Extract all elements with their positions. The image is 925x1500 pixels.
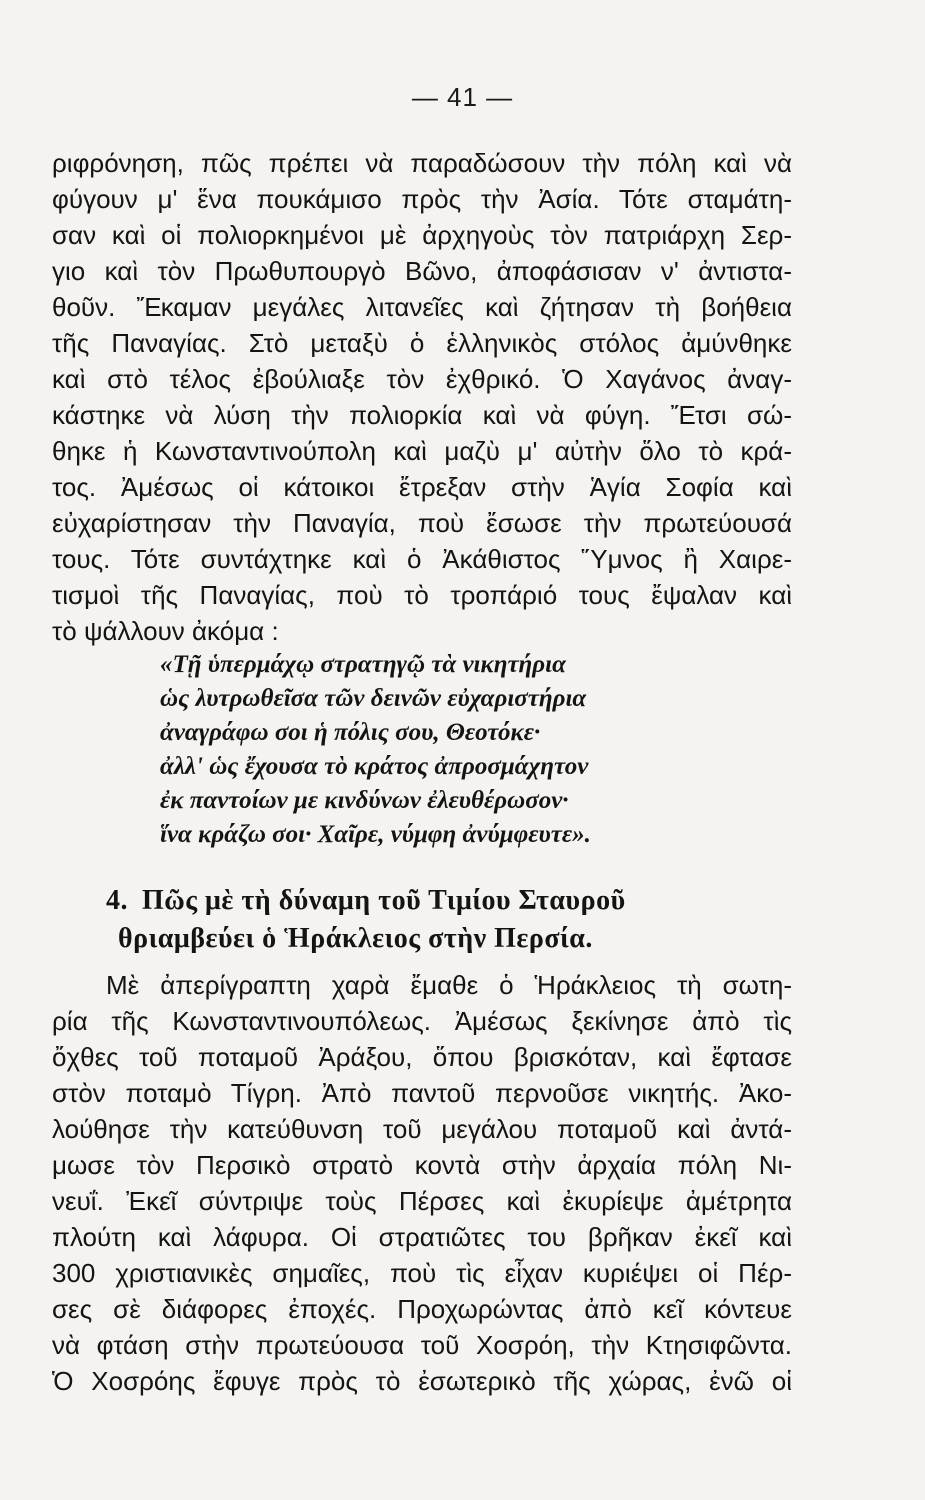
text-line: τισμοὶ τῆς Παναγίας, ποὺ τὸ τροπάριό τους ἔψαλαν καὶ — [52, 580, 792, 610]
text-line: τῆς Παναγίας. Στὸ μεταξὺ ὁ ἑλληνικὸς στόλος ἀμύνθηκε — [52, 328, 792, 358]
text-line: γιο καὶ τὸν Πρωθυπουργὸ Βῶνο, ἀποφάσισαν ν' ἀντιστα- — [52, 256, 792, 286]
text-line: σαν καὶ οἱ πολιορκημένοι μὲ ἀρχηγοὺς τὸν πατριάρχη Σερ- — [52, 220, 792, 250]
text-line: πλούτη καὶ λάφυρα. Οἱ στρατιῶτες του βρῆκαν ἐκεῖ καὶ — [52, 1222, 792, 1252]
text-line: θηκε ἡ Κωνσταντινούπολη καὶ μαζὺ μ' αὐτὴν ὅλο τὸ κρά- — [52, 436, 792, 466]
text-line: σες σὲ διάφορες ἐποχές. Προχωρώντας ἀπὸ κεῖ κόντευε — [52, 1294, 792, 1324]
text-line: ρία τῆς Κωνσταντινουπόλεως. Ἀμέσως ξεκίνησε ἀπὸ τὶς — [52, 1006, 792, 1036]
section-number: 4. — [106, 885, 128, 916]
page-number: — 41 — — [411, 82, 514, 112]
section-title-line-1 — [106, 880, 626, 922]
section-title-text: Πῶς μὲ τὴ δύναμη τοῦ Τιμίου Σταυροῦ — [142, 885, 626, 916]
section-title-line-2: θριαμβεύει ὁ Ἡράκλειος στὴν Περσία. — [118, 923, 593, 954]
text-line: εὐχαρίστησαν τὴν Παναγία, ποὺ ἔσωσε τὴν πρωτεύουσά — [52, 508, 792, 538]
verse-line: ἐκ παντοίων με κινδύνων ἐλευθέρωσον· — [160, 787, 569, 814]
text-line: καὶ στὸ τέλος ἐβούλιαξε τὸν ἐχθρικό. Ὁ Χαγάνος ἀναγ- — [52, 364, 792, 394]
text-line: κάστηκε νὰ λύση τὴν πολιορκία καὶ νὰ φύγη. Ἔτσι σώ- — [52, 400, 792, 430]
verse-line: ἀλλ' ὡς ἔχουσα τὸ κράτος ἀπροσμάχητον — [160, 753, 589, 780]
verse-line: ἵνα κράζω σοι· Χαῖρε, νύμφη ἀνύμφευτε». — [160, 821, 591, 848]
text-line: 300 χριστιανικὲς σημαῖες, ποὺ τὶς εἶχαν κυριέψει οἱ Πέρ- — [52, 1258, 792, 1288]
verse-line: ἀναγράφω σοι ἡ πόλις σου, Θεοτόκε· — [160, 719, 541, 746]
verse-line: «Τῇ ὑπερμάχῳ στρατηγῷ τὰ νικητήρια — [160, 651, 566, 678]
text-line: τους. Τότε συντάχτηκε καὶ ὁ Ἀκάθιστος Ὕμνος ἢ Χαιρε- — [52, 544, 792, 574]
text-line: ριφρόνηση, πῶς πρέπει νὰ παραδώσουν τὴν πόλη καὶ νὰ — [52, 148, 792, 178]
text-line: ὄχθες τοῦ ποταμοῦ Ἀράξου, ὅπου βρισκόταν, καὶ ἔφτασε — [52, 1042, 792, 1072]
text-line: νὰ φτάση στὴν πρωτεύουσα τοῦ Χοσρόη, τὴν Κτησιφῶντα. — [52, 1330, 792, 1360]
text-line: θοῦν. Ἔκαμαν μεγάλες λιτανεῖες καὶ ζήτησαν τὴ βοήθεια — [52, 292, 792, 322]
text-line: Ὁ Χοσρόης ἔφυγε πρὸς τὸ ἐσωτερικὸ τῆς χώρας, ἐνῶ οἱ — [52, 1366, 792, 1396]
text-line: λούθησε τὴν κατεύθυνση τοῦ μεγάλου ποταμοῦ καὶ ἀντά- — [52, 1114, 792, 1144]
verse-line: ὡς λυτρωθεῖσα τῶν δεινῶν εὐχαριστήρια — [160, 685, 587, 712]
text-line: φύγουν μ' ἕνα πουκάμισο πρὸς τὴν Ἀσία. Τότε σταμάτη- — [52, 184, 792, 214]
text-line: νευΐ. Ἐκεῖ σύντριψε τοὺς Πέρσες καὶ ἐκυρίεψε ἀμέτρητα — [52, 1186, 792, 1216]
text-line: τος. Ἀμέσως οἱ κάτοικοι ἔτρεξαν στὴν Ἁγία Σοφία καὶ — [52, 472, 792, 502]
text-line: μωσε τὸν Περσικὸ στρατὸ κοντὰ στὴν ἀρχαία πόλη Νι- — [52, 1150, 792, 1180]
text-line: στὸν ποταμὸ Τίγρη. Ἀπὸ παντοῦ περνοῦσε νικητής. Ἀκο- — [52, 1078, 792, 1108]
text-line: τὸ ψάλλουν ἀκόμα : — [52, 616, 279, 646]
text-line: Μὲ ἀπερίγραπτη χαρὰ ἔμαθε ὁ Ἡράκλειος τὴ σωτη- — [106, 970, 792, 1000]
